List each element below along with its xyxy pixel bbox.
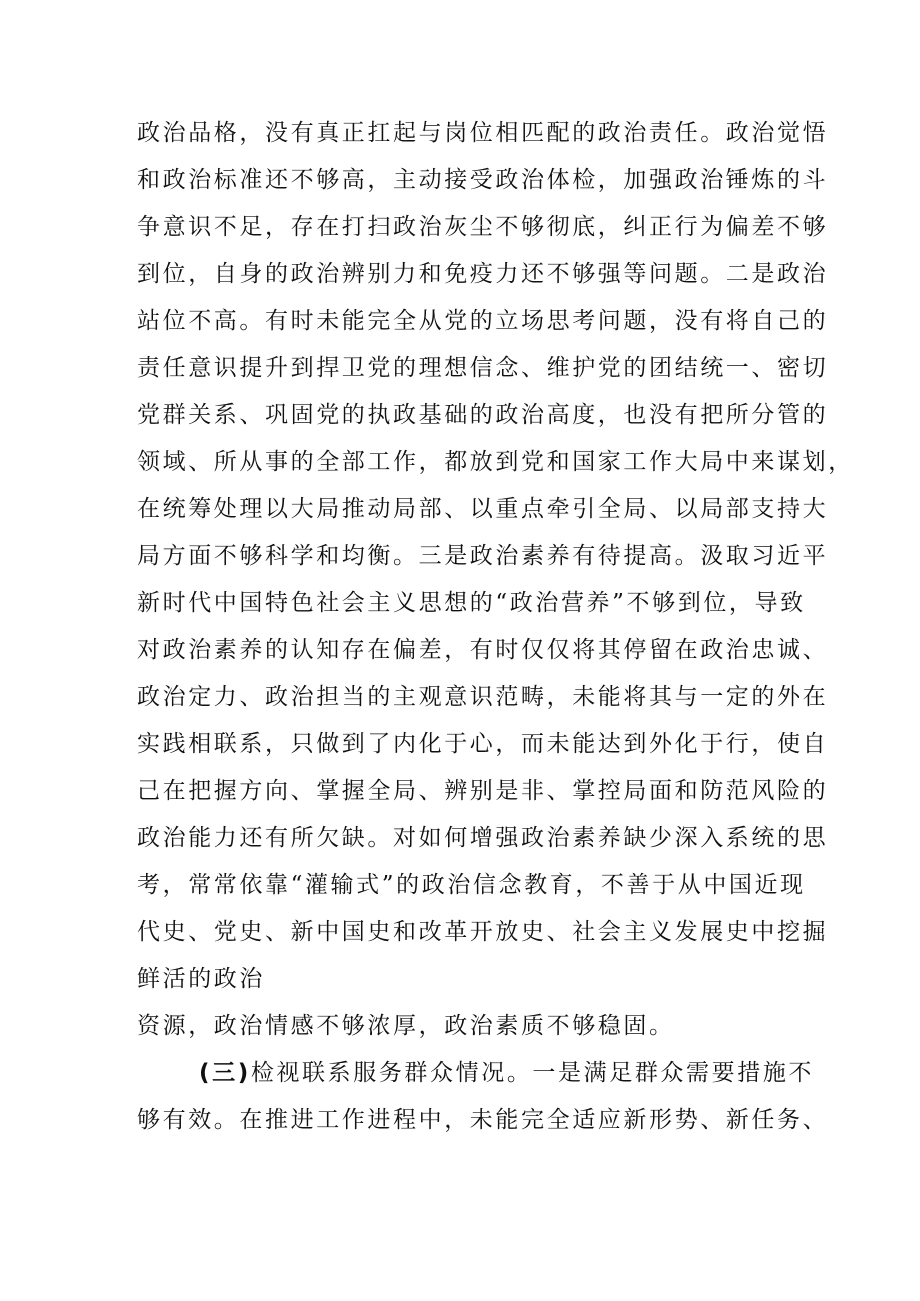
text-line: 政治能力还有所欠缺。对如何增强政治素养缺少深入系统的思 [137,825,829,851]
text-line: 鲜活的政治 [137,966,265,992]
text-line: 新时代中国特色社会主义思想的“政治营养”不够到位，导致 [137,590,806,616]
text-line: 实践相联系，只做到了内化于心，而未能达到外化于行，使自 [137,731,829,757]
text-line: 局方面不够科学和均衡。三是政治素养有待提高。汲取习近平 [137,543,829,569]
text-line: 领域、所从事的全部工作，都放到党和国家工作大局中来谋划， [137,449,854,475]
text-line: 考，常常依靠“灌输式”的政治信念教育，不善于从中国近现 [137,872,806,898]
text-line: 和政治标准还不够高，主动接受政治体检，加强政治锤炼的斗 [137,167,829,193]
document-body [137,110,854,1144]
text-line: 在统筹处理以大局推动局部、以重点牵引全局、以局部支持大 [137,496,829,522]
text-line: 到位，自身的政治辨别力和免疫力还不够强等问题。二是政治 [137,261,829,287]
text-line: 争意识不足，存在打扫政治灰尘不够彻底，纠正行为偏差不够 [137,214,829,240]
text-line: 代史、党史、新中国史和改革开放史、社会主义发展史中挖掘 [137,919,829,945]
text-line: 己在把握方向、掌握全局、辨别是非、掌控局面和防范风险的 [137,778,829,804]
text-line: 站位不高。有时未能完全从党的立场思考问题，没有将自己的 [137,308,829,334]
section-heading-line [137,1050,815,1097]
section-heading-text: 检视联系服务群众情况。一是满足群众需要措施不 [250,1060,815,1086]
text-line: 政治品格，没有真正扛起与岗位相匹配的政治责任。政治觉悟 [137,120,829,146]
text-line: 党群关系、巩固党的执政基础的政治高度，也没有把所分管的 [137,402,829,428]
text-line: 对政治素养的认知存在偏差，有时仅仅将其停留在政治忠诚、 [137,637,829,663]
text-line: 够有效。在推进工作进程中，未能完全适应新形势、新任务、 [137,1107,829,1133]
text-line: 责任意识提升到捍卫党的理想信念、维护党的团结统一、密切 [137,355,829,381]
text-line: 政治定力、政治担当的主观意识范畴，未能将其与一定的外在 [137,684,829,710]
text-line: 资源，政治情感不够浓厚，政治素质不够稳固。 [137,1013,675,1039]
section-marker: (三) [199,1060,251,1086]
